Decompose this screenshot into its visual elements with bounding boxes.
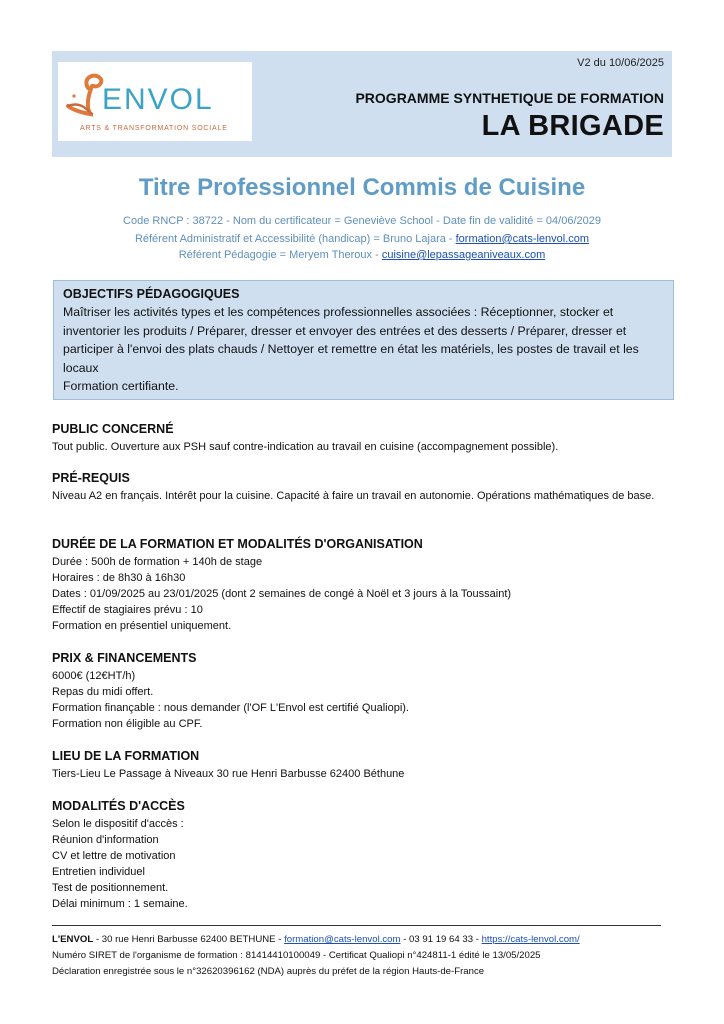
objectives-box xyxy=(53,280,674,400)
section-lieu xyxy=(52,748,682,782)
section-acces xyxy=(52,798,682,912)
header-band xyxy=(52,51,672,157)
duree-line: Effectif de stagiaires prévu : 10 xyxy=(52,604,203,616)
prix-heading: PRIX & FINANCEMENTS xyxy=(52,651,197,665)
public-text: Tout public. Ouverture aux PSH sauf contre-indication au travail en cuisine (accompagnement possible). xyxy=(52,441,559,453)
footer-divider xyxy=(52,925,661,926)
footer-declaration-line: Déclaration enregistrée sous le n°32620396162 (NDA) auprès du préfet de la région Hauts-de-France xyxy=(52,966,485,977)
footer-email-link[interactable]: formation@cats-lenvol.com xyxy=(284,934,401,945)
acces-line: Réunion d'information xyxy=(52,834,159,846)
rncp-line: Code RNCP : 38722 - Nom du certificateur = Geneviève School - Date fin de validité = 04/06/2029 xyxy=(123,215,601,227)
lieu-heading: LIEU DE LA FORMATION xyxy=(52,749,200,763)
footer-org-name: L'ENVOL xyxy=(52,934,94,945)
footer-phone: - 03 91 19 64 33 - xyxy=(400,934,482,945)
prix-line: Repas du midi offert. xyxy=(52,686,154,698)
acces-line: Délai minimum : 1 semaine. xyxy=(52,898,188,910)
footer xyxy=(52,932,672,980)
acces-line: CV et lettre de motivation xyxy=(52,850,176,862)
footer-siret-line: Numéro SIRET de l'organisme de formation : 81414410100049 - Certificat Qualiopi n°424811-1 édité le 13/05/2025 xyxy=(52,950,541,961)
footer-website-link[interactable]: https://cats-lenvol.com/ xyxy=(481,934,580,945)
duree-heading: DURÉE DE LA FORMATION ET MODALITÉS D'ORGANISATION xyxy=(52,537,423,551)
section-duree xyxy=(52,536,682,634)
lieu-text: Tiers-Lieu Le Passage à Niveaux 30 rue Henri Barbusse 62400 Béthune xyxy=(52,768,405,780)
version-date: V2 du 10/06/2025 xyxy=(577,57,664,69)
peda-referent-line xyxy=(0,249,724,261)
prerequis-heading: PRÉ-REQUIS xyxy=(52,471,130,485)
duree-line: Dates : 01/09/2025 au 23/01/2025 (dont 2 semaines de congé à Noël et 3 jours à la Toussaint) xyxy=(52,588,512,600)
admin-referent-label: Référent Administratif et Accessibilité (handicap) = Bruno Lajara - xyxy=(134,233,456,245)
peda-referent-label: Référent Pédagogie = Meryem Theroux - xyxy=(178,249,382,261)
peda-email-link[interactable]: cuisine@lepassageaniveaux.com xyxy=(381,249,546,261)
section-prix xyxy=(52,650,682,732)
logo-wordmark: ENVOL xyxy=(102,83,214,116)
program-label: PROGRAMME SYNTHETIQUE DE FORMATION xyxy=(355,90,664,106)
program-name: LA BRIGADE xyxy=(481,110,664,142)
section-prerequis xyxy=(52,470,672,504)
admin-email-link[interactable]: formation@cats-lenvol.com xyxy=(455,233,590,245)
footer-address: - 30 rue Henri Barbusse 62400 BETHUNE - xyxy=(93,934,285,945)
public-heading: PUBLIC CONCERNÉ xyxy=(52,422,174,436)
page-title: Titre Professionnel Commis de Cuisine xyxy=(138,174,586,201)
duree-line: Horaires : de 8h30 à 16h30 xyxy=(52,572,186,584)
prerequis-text: Niveau A2 en français. Intérêt pour la cuisine. Capacité à faire un travail en autonomie. Opérations mathématiques de base. xyxy=(52,490,655,502)
objectives-heading: OBJECTIFS PÉDAGOGIQUES xyxy=(63,287,240,301)
prix-line: Formation non éligible au CPF. xyxy=(52,718,203,730)
lenvol-logo xyxy=(58,62,252,141)
acces-line: Selon le dispositif d'accès : xyxy=(52,818,184,830)
duree-line: Formation en présentiel uniquement. xyxy=(52,620,232,632)
section-public xyxy=(52,421,682,455)
objectives-certification: Formation certifiante. xyxy=(63,379,179,393)
acces-line: Test de positionnement. xyxy=(52,882,169,894)
prix-line: 6000€ (12€HT/h) xyxy=(52,670,136,682)
prix-line: Formation finançable : nous demander (l'OF L'Envol est certifié Qualiopi). xyxy=(52,702,409,714)
logo-subtitle: ARTS & TRANSFORMATION SOCIALE xyxy=(80,125,228,132)
duree-line: Durée : 500h de formation + 140h de stage xyxy=(52,556,263,568)
acces-heading: MODALITÉS D'ACCÈS xyxy=(52,799,185,813)
footer-contact-line xyxy=(52,932,672,948)
acces-line: Entretien individuel xyxy=(52,866,145,878)
admin-referent-line xyxy=(0,233,724,245)
objectives-text: Maîtriser les activités types et les compétences professionnelles associées : Réceptionner, stocker et inventorier les produits / Préparer, dresser et envoyer des entrées et des desserts / Préparer, dresser et participer à l'envoi des plats chauds / Nettoyer et remettre en état les matériels, les postes de travail et les locaux xyxy=(63,305,639,375)
